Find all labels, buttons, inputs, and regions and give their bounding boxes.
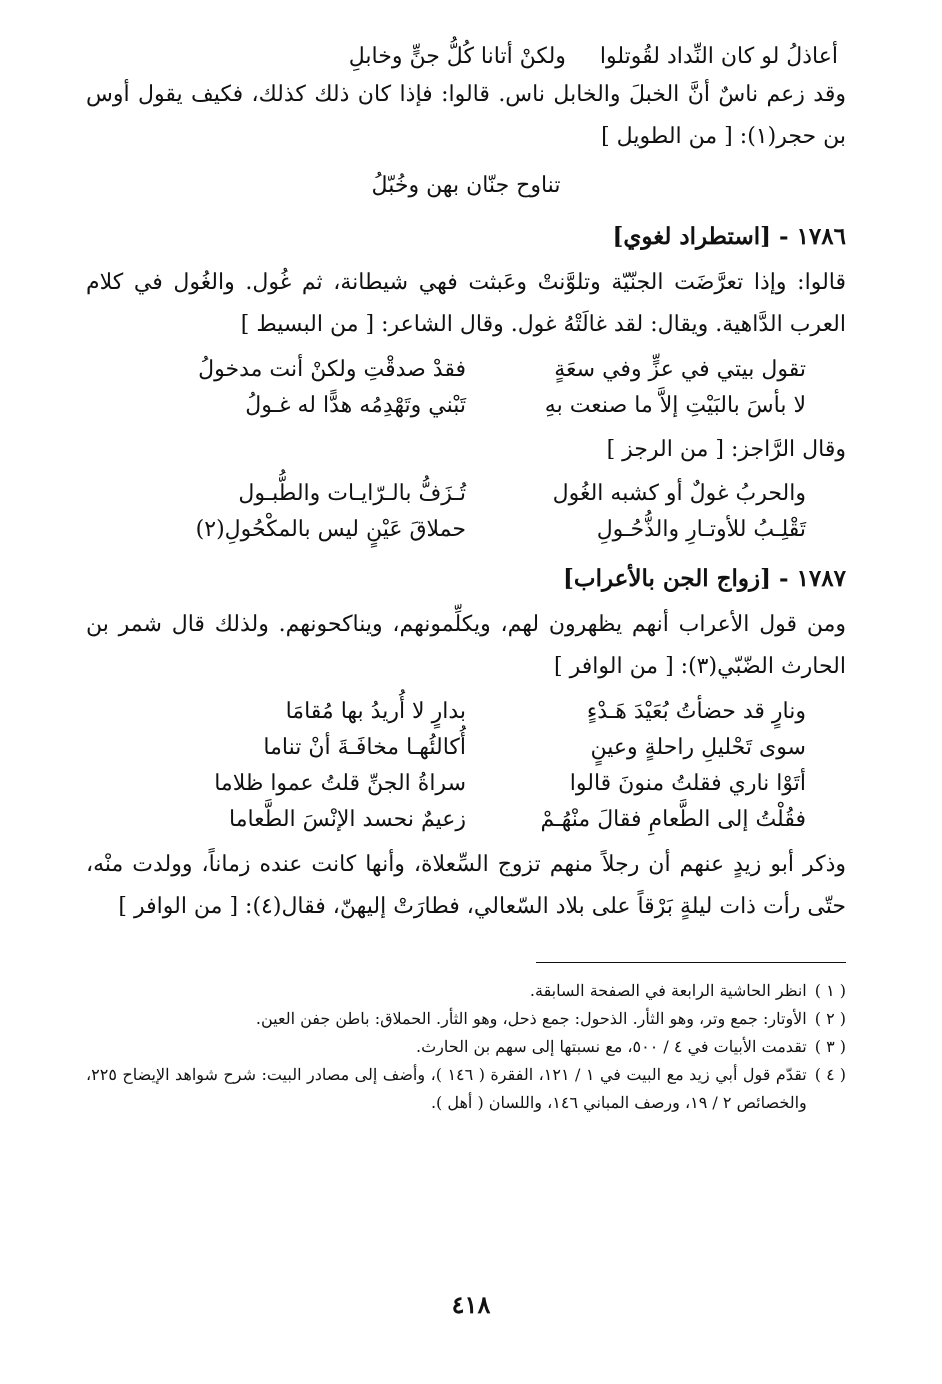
section-heading-1787: ١٧٨٧ - [زواج الجن بالأعراب]: [563, 565, 846, 592]
poem-rajaz: [86, 476, 846, 548]
verse-second-hemistich: ولكنْ أتانا كُلُّ جنٍّ وخابلِ: [348, 44, 566, 69]
hemistich-second: تُـزَفُّ بالـرّايـات والطُّبـول: [238, 481, 466, 506]
poem-line: [86, 766, 846, 802]
hemistich-first: سوى تَحْليلِ راحلةٍ وعينٍ: [590, 735, 806, 760]
hemistich-first: ونارٍ قد حضأتُ بُعَيْدَ هَـدْءٍ: [586, 699, 806, 724]
paragraph-1-text: وقد زعم ناسٌ أنَّ الخبلَ والخابل ناس. قالوا: فإذا كان ذلك كذلك، فكيف يقول أوس بن حجر(١):: [86, 82, 846, 149]
single-verse: تناوح جنّان بهن وخُبّلُ: [371, 173, 561, 198]
hemistich-second: تَبْني وتَهْدِمُه هدًّا له غـولُ: [245, 393, 466, 418]
paragraph-1: [86, 74, 846, 158]
paragraph-section-1786: [86, 262, 846, 346]
hemistich-second: بدارٍ لا أُريدُ بها مُقامَا: [285, 699, 466, 724]
hemistich-first: والحربُ غولٌ أو كشبه الغُول: [552, 481, 806, 506]
top-verse: [86, 40, 838, 74]
footnote-text: انظر الحاشية الرابعة في الصفحة السابقة.: [529, 981, 807, 1000]
footnote-number: ( ١ ): [814, 981, 846, 1000]
hemistich-first: فقُلْتُ إلى الطَّعامِ فقالَ منْهُـمْ: [540, 807, 806, 832]
footnote: [86, 1033, 846, 1061]
poem-line: [86, 388, 846, 424]
hemistich-first: تَقْلِـبُ للأوتـارِ والذُّحُـولِ: [596, 517, 806, 542]
section-heading-1786: ١٧٨٦ - [استطراد لغوي]: [612, 223, 846, 250]
footnote: [86, 1061, 846, 1117]
paragraph-abu-zayd: [86, 844, 846, 928]
rajaz-intro: [86, 430, 846, 470]
page-content: [86, 40, 846, 1117]
footnote-number: ( ٣ ): [814, 1037, 846, 1056]
page-number: ٤١٨: [451, 1290, 491, 1319]
footnote-text: الأوتار: جمع وتر، وهو الثأر. الذحول: جمع ذحل، وهو الثأر. الحملاق: باطن جفن العين.: [255, 1009, 807, 1028]
hemistich-second: زعيمٌ نحسد الإنْسَ الطَّعاما: [228, 807, 466, 832]
footnote-number: ( ٢ ): [814, 1009, 846, 1028]
poem-wafir: [86, 694, 846, 838]
footnote: [86, 1005, 846, 1033]
poem-line: [86, 694, 846, 730]
footnote: [86, 977, 846, 1005]
verse-first-hemistich: أعاذلُ لو كان النِّداد لقُوتلوا: [599, 44, 838, 69]
paragraph-section-1787: [86, 604, 846, 688]
hemistich-second: سراةُ الجنِّ قلتُ عموا ظلاما: [214, 771, 466, 796]
hemistich-first: لا بأسَ بالبَيْتِ إلاَّ ما صنعت بهِ: [544, 393, 806, 418]
paragraph-text: وذكر أبو زيدٍ عنهم أن رجلاً منهم تزوج السِّعلاة، وأنها كانت عنده زماناً، وولدت منْه، حتّى رأت ذات ليلةٍ بَرْقاً على بلاد السّعالي، فطارَتْ إليهنّ، فقال(٤):: [86, 852, 846, 919]
meter-label: [ من البسيط ]: [240, 312, 375, 337]
poem-line: [86, 352, 846, 388]
footnote-divider: [536, 962, 846, 963]
footnote-text: تقدمت الأبيات في ٤ / ٥٠٠، مع نسبتها إلى سهم بن الحارث.: [416, 1037, 807, 1056]
hemistich-second: فقدْ صدقْتِ ولكنْ أنت مدخولُ: [198, 357, 466, 382]
intro-text: وقال الرَّاجز:: [730, 437, 846, 462]
hemistich-first: تقول بيتي في عزٍّ وفي سعَةٍ: [554, 357, 806, 382]
paragraph-text: ومن قول الأعراب أنهم يظهرون لهم، ويكلِّمونهم، ويناكحونهم. ولذلك قال شمر بن الحارث الضّبّي(٣):: [86, 612, 846, 679]
poem-line: [86, 802, 846, 838]
footnote-number: ( ٤ ): [814, 1065, 846, 1084]
meter-label: [ من الرجز ]: [606, 437, 724, 462]
meter-label: [ من الوافر ]: [118, 894, 239, 919]
hemistich-first: أتَوْا ناري فقلتُ منونَ قالوا: [569, 771, 806, 796]
poem-basit: [86, 352, 846, 424]
footnote-text: تقدّم قول أبي زيد مع البيت في ١ / ١٢١، الفقرة ( ١٤٦ )، وأضف إلى مصادر البيت: شرح شواهد الإيضاح ٢٢٥، والخصائص ٢ / ١٩، ورصف المباني ١٤٦، واللسان ( أهل ).: [86, 1065, 807, 1112]
hemistich-second: حملاقَ عَيْنٍ ليس بالمكْحُولِ(٢): [195, 517, 466, 542]
meter-label: [ من الطويل ]: [601, 124, 733, 149]
hemistich-second: أُكالئُهـا مخافَـةَ أنْ تناما: [263, 735, 466, 760]
meter-label: [ من الوافر ]: [554, 654, 674, 679]
footnotes: [86, 977, 846, 1117]
poem-line: [86, 476, 846, 512]
poem-line: [86, 730, 846, 766]
poem-line: [86, 512, 846, 548]
paragraph-text: قالوا: وإذا تعرَّضَت الجنّيّة وتلوَّنتْ وعَبثت فهي شيطانة، ثم غُول. والغُول في كلام العرب الدَّاهية. ويقال: لقد غالَتْهُ غول. وقال الشاعر:: [86, 270, 846, 337]
